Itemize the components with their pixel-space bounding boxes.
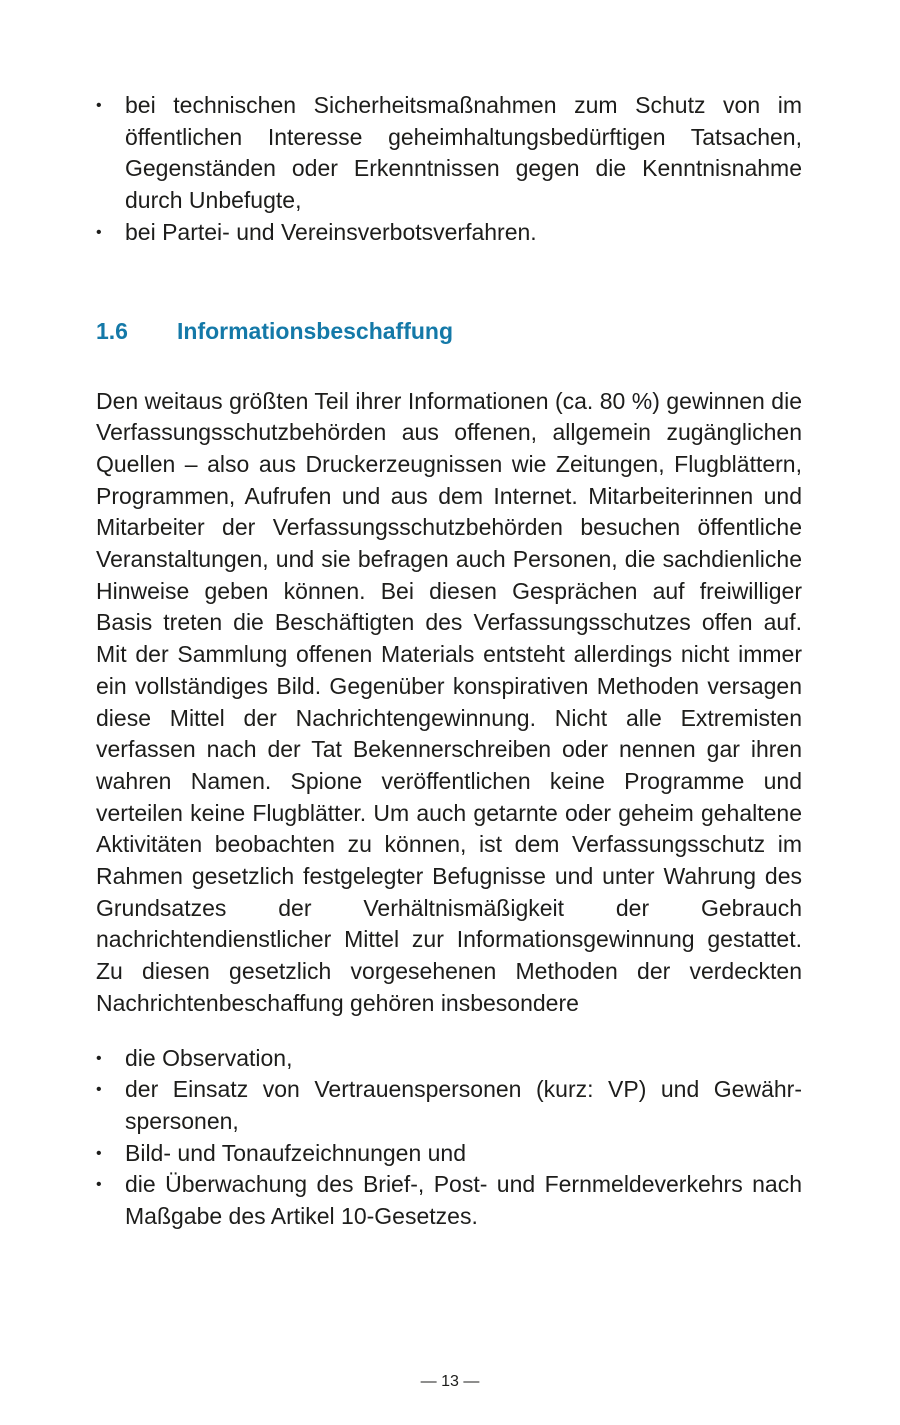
list-item-text: bei technischen Sicherheitsmaßnahmen zum Schutz von im öffentlichen Interesse geheimhaltungsbedürftigen Tatsachen, Gegenständen oder Erkenntnissen gegen die Kenntnisnahme durch Unbefugte, [125, 92, 802, 214]
list-item-text: Bild- und Tonaufzeichnungen und [125, 1139, 467, 1166]
list-item [96, 217, 802, 249]
section-title: Informationsbeschaffung [177, 318, 454, 345]
bullet-icon: • [96, 97, 102, 114]
list-item [96, 1169, 802, 1232]
section-number: 1.6 [96, 318, 128, 345]
page-number: — 13 — [420, 1373, 480, 1390]
list-item-text: der Einsatz von Vertrauenspersonen (kurz: VP) und Gewährspersonen, [125, 1076, 802, 1134]
body-paragraph: Den weitaus größten Teil ihrer Informationen (ca. 80 %) gewinnen die Verfassungsschutzbehörden aus offenen, allgemein zugänglichen Quellen – also aus Druckerzeugnissen wie Zeitungen, Flugblättern, Programmen, Aufrufen und aus dem Internet. Mitarbeiterinnen und Mitarbeiter der Verfassungsschutzbehörden besuchen öffentliche Veranstaltungen, und sie befragen auch Personen, die sachdienliche Hinweise geben können. Bei diesen Gesprächen auf freiwilliger Basis treten die Beschäftigten des Verfassungsschutzes offen auf. Mit der Sammlung offenen Materials entsteht allerdings nicht immer ein vollständiges Bild. Gegenüber konspirativen Methoden versagen diese Mittel der Nachrichtengewinnung. Nicht alle Extremisten verfassen nach der Tat Bekennerschreiben oder nennen gar ihren wahren Namen. Spione veröffentlichen keine Programme und verteilen keine Flugblätter. Um auch getarnte oder geheim gehaltene Aktivitäten beobachten zu können, ist dem Verfassungsschutz im Rahmen gesetzlich festgelegter Befugnisse und unter Wahrung des Grundsatzes der Verhältnismäßigkeit der Gebrauch nachrichtendienstlicher Mittel zur Informationsgewinnung gestattet. Zu diesen gesetzlich vorgesehenen Methoden der verdeckten Nachrichtenbeschaffung gehören insbesondere [96, 387, 802, 1016]
list-item [96, 90, 802, 217]
list-item-text: bei Partei- und Vereinsverbotsverfahren. [125, 218, 537, 245]
list-item [96, 1043, 802, 1075]
list-item [96, 1138, 802, 1170]
bullet-icon: • [96, 1144, 102, 1162]
bullet-icon: • [96, 1176, 102, 1194]
section-heading [96, 316, 802, 348]
bullet-icon: • [96, 1049, 102, 1067]
list-item [96, 1074, 802, 1137]
top-bullet-list [96, 90, 802, 249]
page-content [96, 90, 802, 1233]
methods-bullet-list [96, 1043, 802, 1233]
list-item-text: die Observation, [125, 1044, 293, 1071]
list-item-text: die Überwachung des Brief-, Post- und Fernmeldeverkehrs nach Maßgabe des Artikel 10-Gesetzes. [125, 1171, 802, 1230]
bullet-icon: • [96, 1081, 102, 1099]
bullet-icon: • [96, 223, 102, 241]
